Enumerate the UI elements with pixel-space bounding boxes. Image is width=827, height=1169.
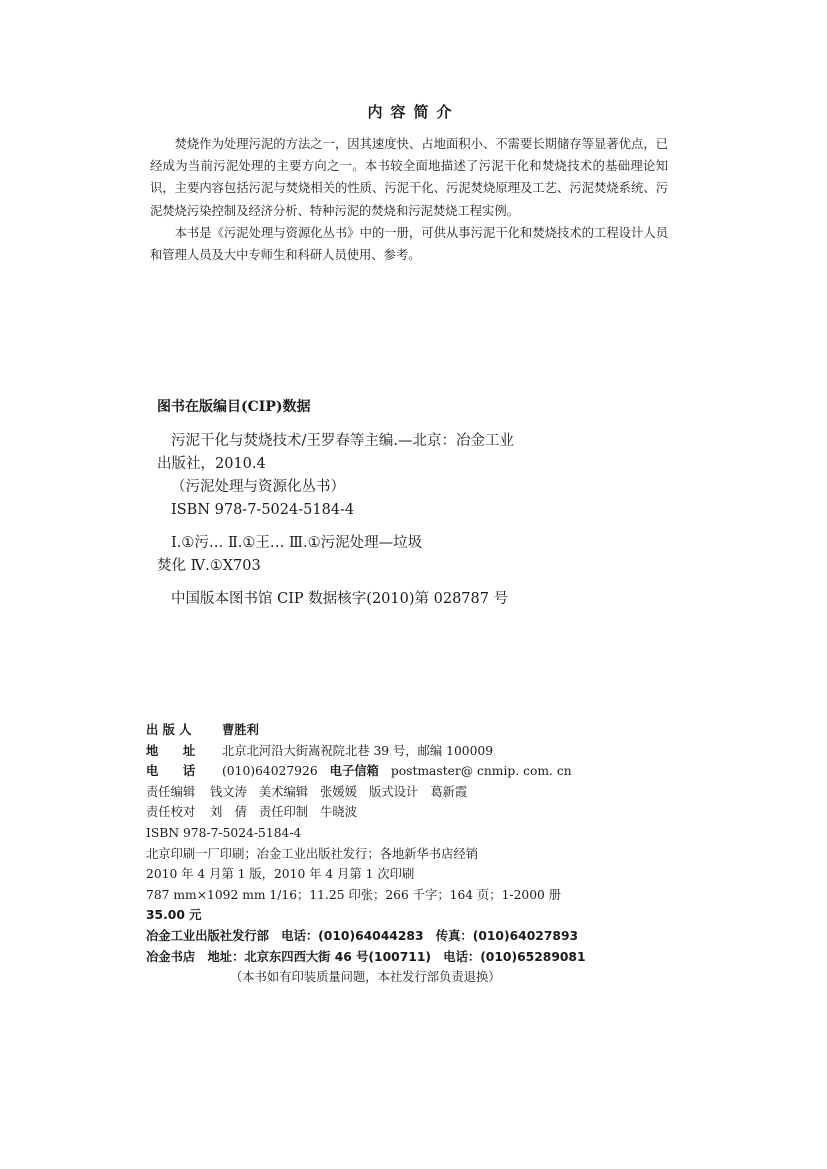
- cip-series-line: （污泥处理与资源化丛书）: [171, 479, 345, 495]
- cip-publisher-line: 出版社，2010.4: [157, 456, 266, 472]
- phone-value: (010)64027926: [222, 764, 318, 779]
- publisher-row: [146, 720, 586, 741]
- summary-paragraph-1: 焚烧作为处理污泥的方法之一，因其速度快、占地面积小、不需要长期储存等显著优点，已经成为当前污泥处理的主要方向之一。本书较全面地描述了污泥干化和焚烧技术的基础理论知识，主要内容包括污泥与焚烧相关的性质、污泥干化、污泥焚烧原理及工艺、污泥焚烧系统、污泥焚烧污染控制及经济分析、特种污泥的焚烧和污泥焚烧工程实例。: [150, 137, 668, 218]
- address-label: 地 址: [146, 743, 196, 758]
- publisher-value: 曹胜利: [222, 723, 259, 737]
- cip-number-line: 中国版本图书馆 CIP 数据核字(2010)第 028787 号: [171, 591, 509, 607]
- print-resp-value: 牛晓波: [320, 805, 358, 820]
- specs-row: 787 mm×1092 mm 1/16；11.25 印张；266 千字；164 页；1-2000 册: [146, 887, 562, 902]
- sales-dept-row: 冶金工业出版社发行部 电话：(010)64044283 传真：(010)64027893: [146, 928, 579, 943]
- phone-label: 电 话: [146, 764, 196, 779]
- summary-paragraph-2: 本书是《污泥处理与资源化丛书》中的一册，可供从事污泥干化和焚烧技术的工程设计人员和管理人员及大中专师生和科研人员使用、参考。: [150, 225, 668, 263]
- editors-row: [146, 782, 586, 803]
- address-value: 北京北河沿大街嵩祝院北巷 39 号，邮编 100009: [222, 743, 494, 758]
- bookstore-row: 冶金书店 地址：北京东四西大街 46 号(100711) 电话：(010)65289081: [146, 949, 586, 964]
- email-label: 电子信箱: [329, 764, 379, 779]
- art-editor-value: 张媛媛: [320, 784, 358, 799]
- isbn-row: ISBN 978-7-5024-5184-4: [146, 825, 302, 840]
- layout-label: 版式设计: [369, 784, 419, 799]
- address-row: [146, 741, 586, 762]
- price-row: 35.00 元: [146, 908, 202, 923]
- cip-isbn-line: ISBN 978-7-5024-5184-4: [171, 502, 355, 518]
- summary-body: [150, 133, 668, 266]
- summary-title: 内容简介: [367, 103, 460, 121]
- printing-row: 北京印刷一厂印刷；冶金工业出版社发行；各地新华书店经销: [146, 846, 479, 861]
- editor-value: 钱文涛: [210, 784, 247, 799]
- proof-value: 刘 倩: [210, 805, 247, 820]
- cip-subject-line: Ⅰ.①污… Ⅱ.①王… Ⅲ.①污泥处理—垃圾: [171, 535, 423, 551]
- print-resp-label: 责任印制: [258, 805, 309, 820]
- cip-record: [157, 430, 514, 611]
- quality-note: （本书如有印装质量问题，本社发行部负责退换）: [230, 970, 501, 985]
- imprint-block: [146, 720, 586, 988]
- editor-label: 责任编辑: [146, 784, 196, 799]
- proof-label: 责任校对: [146, 805, 196, 820]
- proof-row: [146, 802, 586, 823]
- cip-class-line: 焚化 Ⅳ.①X703: [157, 558, 261, 574]
- layout-value: 葛新霞: [430, 784, 468, 799]
- phone-row: [146, 761, 586, 782]
- email-value: postmaster@ cnmip. com. cn: [390, 764, 572, 779]
- cip-heading: 图书在版编目(CIP)数据: [157, 399, 311, 415]
- publisher-label: 出 版 人: [146, 723, 192, 737]
- cip-title-line: 污泥干化与焚烧技术/王罗春等主编.—北京：冶金工业: [171, 433, 514, 449]
- art-editor-label: 美术编辑: [258, 784, 309, 799]
- edition-row: 2010 年 4 月第 1 版，2010 年 4 月第 1 次印刷: [146, 867, 415, 882]
